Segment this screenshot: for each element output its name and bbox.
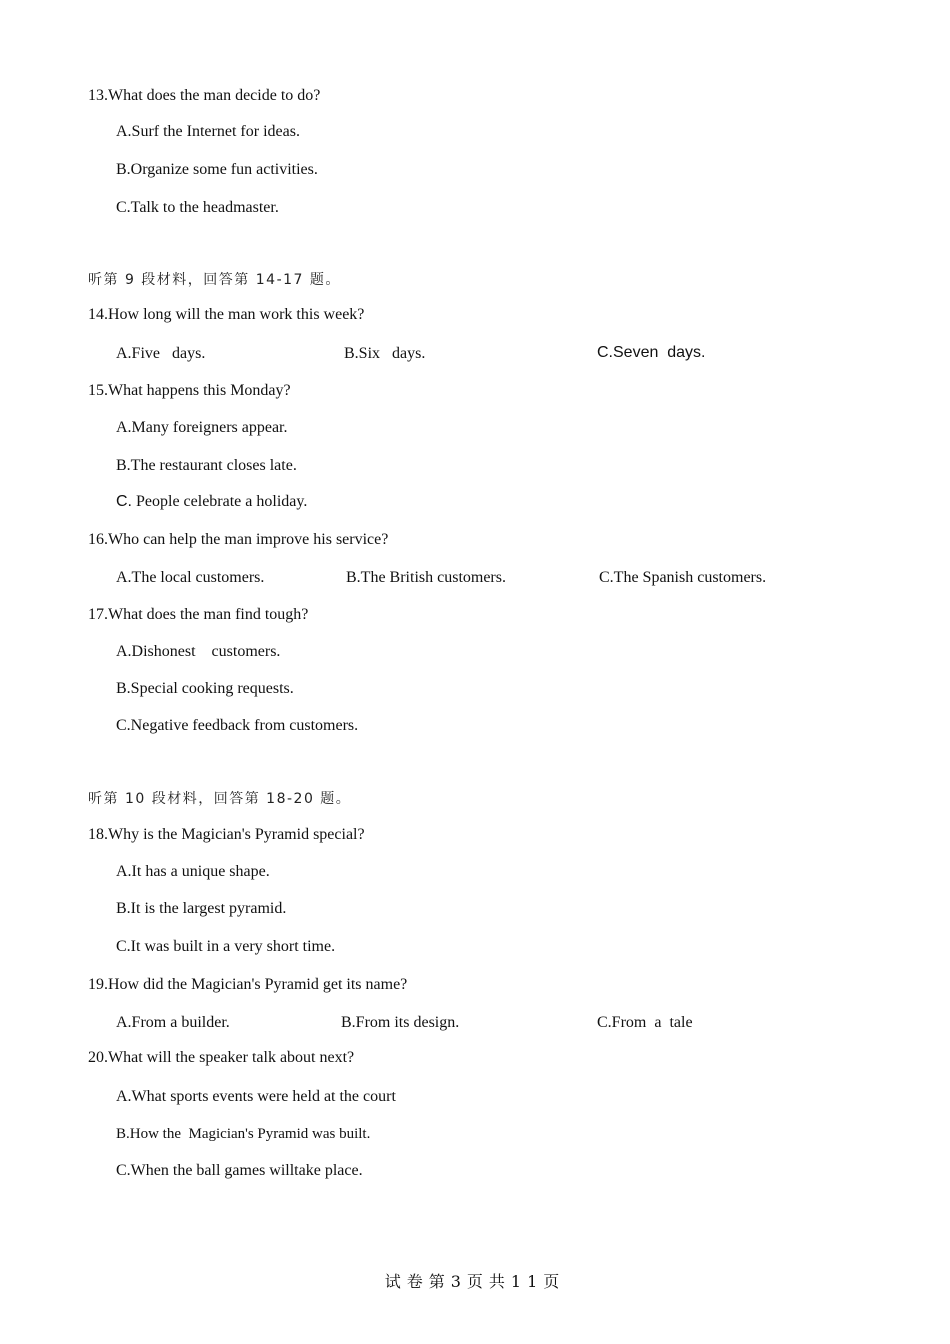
question-18-option-b: B.It is the largest pyramid. <box>116 900 287 917</box>
question-17-option-c: C.Negative feedback from customers. <box>116 717 359 734</box>
question-16-option-a: A.The local customers. <box>116 569 265 586</box>
question-15-option-c-letter: C. <box>116 493 132 510</box>
question-15-option-a: A.Many foreigners appear. <box>116 419 288 436</box>
question-20-stem: 20.What will the speaker talk about next? <box>88 1049 355 1066</box>
question-15-option-b: B.The restaurant closes late. <box>116 457 297 474</box>
question-13-stem: 13.What does the man decide to do? <box>88 87 321 104</box>
question-15-option-c-text: People celebrate a holiday. <box>136 493 308 510</box>
question-16-option-c: C.The Spanish customers. <box>599 569 767 586</box>
section-10-heading: 听第 10 段材料，回答第 18-20 题。 <box>88 791 352 807</box>
question-14-stem: 14.How long will the man work this week? <box>88 306 365 323</box>
question-19-option-b: B.From its design. <box>341 1014 460 1031</box>
question-20-option-c: C.When the ball games willtake place. <box>116 1162 363 1179</box>
question-18-option-c: C.It was built in a very short time. <box>116 938 336 955</box>
question-17-option-a: A.Dishonest customers. <box>116 643 281 660</box>
page-footer: 试卷第3页共11页 <box>384 1272 566 1291</box>
section-9-heading: 听第 9 段材料，回答第 14-17 题。 <box>88 272 341 288</box>
question-13-option-c: C.Talk to the headmaster. <box>116 199 279 216</box>
question-13-option-b: B.Organize some fun activities. <box>116 161 318 178</box>
question-19-option-a: A.From a builder. <box>116 1014 230 1031</box>
question-18-stem: 18.Why is the Magician's Pyramid special? <box>88 826 365 843</box>
question-19-stem: 19.How did the Magician's Pyramid get its name? <box>88 976 408 993</box>
question-19-option-c: C.From a tale <box>597 1014 693 1031</box>
question-17-option-b: B.Special cooking requests. <box>116 680 294 697</box>
question-14-option-c: C.Seven days. <box>597 344 706 361</box>
question-20-option-a: A.What sports events were held at the court <box>116 1088 396 1105</box>
question-15-option-c <box>116 492 307 512</box>
question-18-option-a: A.It has a unique shape. <box>116 863 270 880</box>
question-16-option-b: B.The British customers. <box>346 569 506 586</box>
question-20-option-b: B.How the Magician's Pyramid was built. <box>116 1126 371 1142</box>
question-17-stem: 17.What does the man find tough? <box>88 606 309 623</box>
question-16-stem: 16.Who can help the man improve his service? <box>88 531 389 548</box>
question-14-option-a: A.Five days. <box>116 345 206 362</box>
question-13-option-a: A.Surf the Internet for ideas. <box>116 123 300 140</box>
question-14-option-b: B.Six days. <box>344 345 426 362</box>
question-15-stem: 15.What happens this Monday? <box>88 382 291 399</box>
